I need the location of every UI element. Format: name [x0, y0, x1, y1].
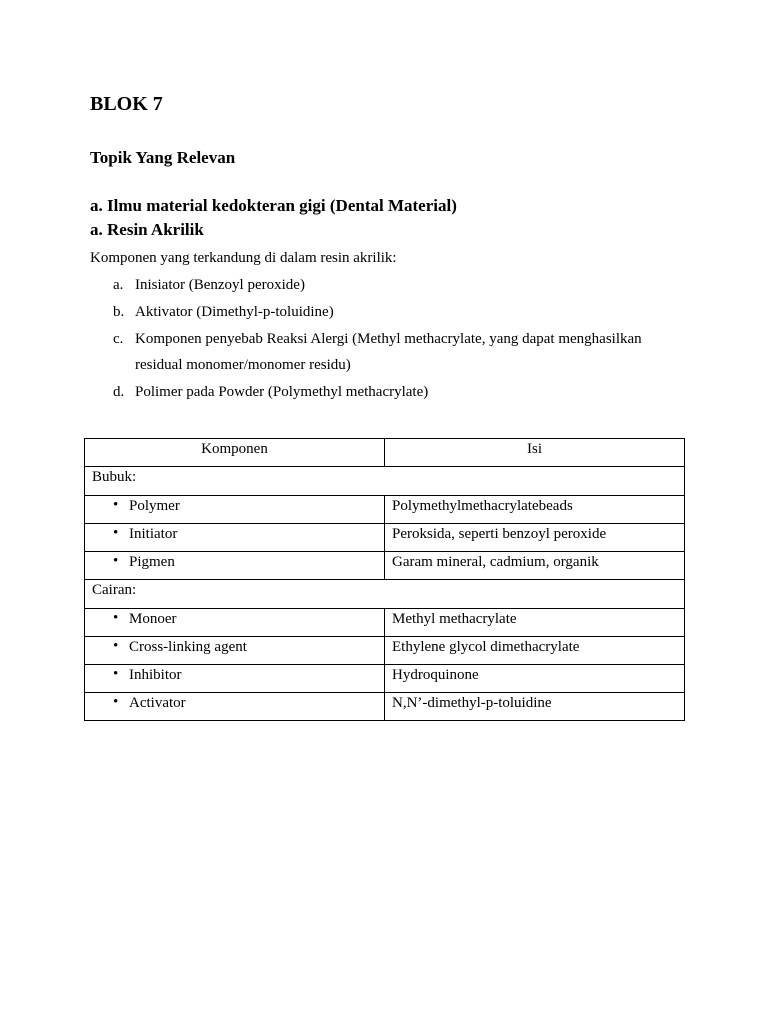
bullet: • — [113, 666, 119, 682]
komponen-text: Initiator — [129, 526, 178, 542]
table-row — [85, 552, 685, 580]
group-label: Bubuk: — [85, 467, 685, 496]
komponen-cell — [85, 637, 385, 665]
komponen-cell — [85, 693, 385, 721]
komponen-text: Activator — [129, 695, 186, 711]
komponen-text: Monoer — [129, 611, 177, 627]
list-text: Komponen penyebab Reaksi Alergi (Methyl methacrylate, yang dapat menghasilkan — [135, 331, 642, 347]
isi-cell: N,N’-dimethyl-p-toluidine — [385, 693, 685, 721]
isi-cell: Hydroquinone — [385, 665, 685, 693]
composition-table — [84, 438, 685, 721]
komponen-text: Pigmen — [129, 554, 175, 570]
komponen-cell — [85, 524, 385, 552]
list-text: Aktivator (Dimethyl-p-toluidine) — [135, 304, 334, 320]
list-marker: c. — [113, 331, 124, 347]
document-title: BLOK 7 — [90, 93, 163, 115]
table-row — [85, 665, 685, 693]
komponen-cell — [85, 665, 385, 693]
group-label: Cairan: — [85, 580, 685, 609]
bullet: • — [113, 525, 119, 541]
table-header-row — [85, 439, 685, 467]
intro-paragraph: Komponen yang terkandung di dalam resin akrilik: — [90, 250, 397, 266]
bullet: • — [113, 553, 119, 569]
isi-cell: Peroksida, seperti benzoyl peroxide — [385, 524, 685, 552]
bullet: • — [113, 694, 119, 710]
komponen-text: Inhibitor — [129, 667, 182, 683]
isi-cell: Garam mineral, cadmium, organik — [385, 552, 685, 580]
header-isi: Isi — [385, 439, 685, 467]
list-marker: a. — [113, 277, 124, 293]
komponen-cell — [85, 609, 385, 637]
list-marker: d. — [113, 384, 125, 400]
topic-heading: Topik Yang Relevan — [90, 148, 236, 167]
subsection-heading: a. Resin Akrilik — [90, 220, 204, 239]
isi-cell: Methyl methacrylate — [385, 609, 685, 637]
table-row — [85, 609, 685, 637]
komponen-text: Cross-linking agent — [129, 639, 247, 655]
list-marker: b. — [113, 304, 125, 320]
isi-cell: Ethylene glycol dimethacrylate — [385, 637, 685, 665]
bullet: • — [113, 497, 119, 513]
section-heading: a. Ilmu material kedokteran gigi (Dental Material) — [90, 196, 457, 215]
header-komponen: Komponen — [85, 439, 385, 467]
komponen-cell — [85, 552, 385, 580]
komponen-text: Polymer — [129, 498, 180, 514]
isi-cell: Polymethylmethacrylatebeads — [385, 496, 685, 524]
table-group-row — [85, 580, 685, 609]
bullet: • — [113, 638, 119, 654]
table-row — [85, 524, 685, 552]
komponen-cell — [85, 496, 385, 524]
table-group-row — [85, 467, 685, 496]
table-row — [85, 496, 685, 524]
bullet: • — [113, 610, 119, 626]
list-text: residual monomer/monomer residu) — [135, 357, 351, 373]
list-text: Inisiator (Benzoyl peroxide) — [135, 277, 305, 293]
list-text: Polimer pada Powder (Polymethyl methacrylate) — [135, 384, 429, 400]
table-row — [85, 637, 685, 665]
table-row — [85, 693, 685, 721]
